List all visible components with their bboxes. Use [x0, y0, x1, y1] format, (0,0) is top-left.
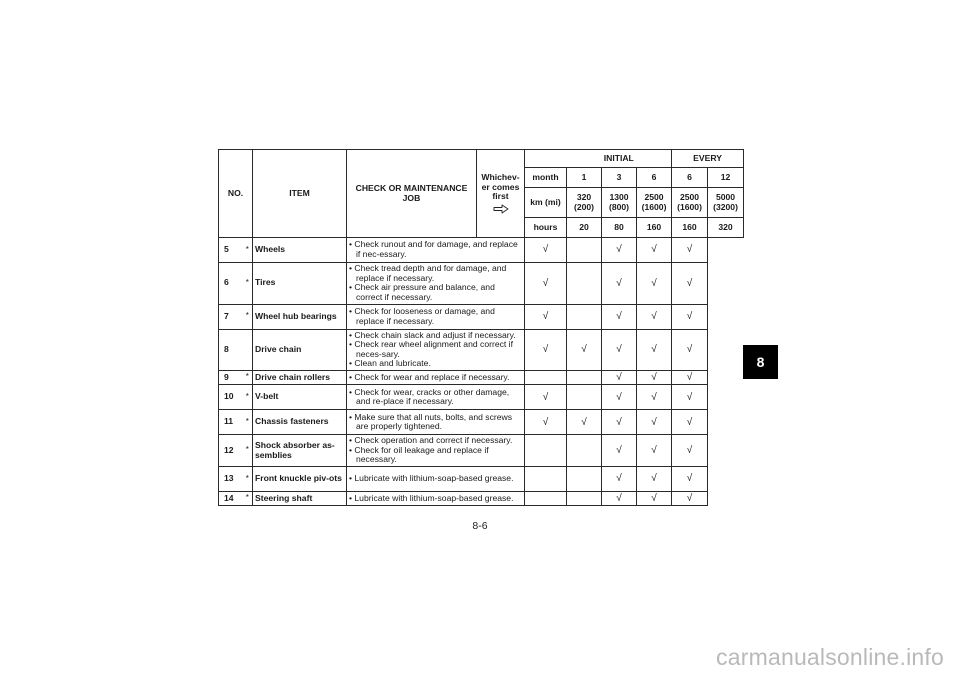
- page-number: 8-6: [472, 520, 488, 532]
- header-check-line1: CHECK OR MAINTENANCE: [355, 182, 468, 193]
- check-mark-3: √: [602, 371, 637, 385]
- check-mark-3: √: [602, 304, 637, 329]
- header-month-2: 3: [602, 168, 637, 188]
- mi-value: (200): [573, 201, 595, 212]
- row-item: Wheel hub bearings: [253, 304, 347, 329]
- km-value: 320: [576, 191, 592, 202]
- km-value: 2500: [644, 191, 664, 202]
- row-number: 5: [219, 238, 243, 263]
- check-line: • Lubricate with lithium-soap-based grease.: [349, 473, 514, 484]
- check-mark-2: [567, 385, 602, 410]
- check-mark-3: √: [602, 329, 637, 371]
- row-item: Front knuckle piv-ots: [253, 467, 347, 492]
- row-item: Tires: [253, 263, 347, 305]
- row-check: [347, 385, 525, 410]
- row-check: [347, 435, 525, 467]
- header-month-5: 12: [708, 168, 744, 188]
- check-mark-1: √: [525, 238, 567, 263]
- check-mark-1: [525, 467, 567, 492]
- row-number: 9: [219, 371, 243, 385]
- row-check: [347, 238, 525, 263]
- periodic-mark: *: [243, 238, 253, 263]
- check-mark-2: [567, 435, 602, 467]
- chapter-tab: 8: [743, 345, 778, 379]
- periodic-mark: [243, 329, 253, 371]
- header-hours-label: hours: [525, 218, 567, 238]
- header-km-label: km (mi): [525, 188, 567, 218]
- header-month-4: 6: [672, 168, 708, 188]
- header-no: NO.: [219, 150, 253, 238]
- check-mark-2: √: [567, 329, 602, 371]
- periodic-mark: *: [243, 435, 253, 467]
- periodic-mark: *: [243, 263, 253, 305]
- header-hours-1: 20: [567, 218, 602, 238]
- row-item: Chassis fasteners: [253, 410, 347, 435]
- table-row: [219, 263, 744, 305]
- km-value: 1300: [609, 191, 629, 202]
- row-check: [347, 410, 525, 435]
- check-mark-1: √: [525, 263, 567, 305]
- row-check: [347, 467, 525, 492]
- row-item: Shock absorber as-semblies: [253, 435, 347, 467]
- check-line: • Check for looseness or damage, and replace if necessary.: [349, 305, 495, 326]
- header-initial: INITIAL: [567, 150, 672, 168]
- check-mark-5: √: [672, 467, 708, 492]
- header-km-4: [672, 188, 708, 218]
- check-mark-1: √: [525, 410, 567, 435]
- check-mark-1: [525, 435, 567, 467]
- check-line: • Check for wear and replace if necessary.: [349, 371, 510, 382]
- check-mark-3: √: [602, 467, 637, 492]
- check-mark-2: [567, 263, 602, 305]
- table-row: [219, 410, 744, 435]
- row-number: 14: [219, 492, 243, 506]
- check-mark-3: √: [602, 435, 637, 467]
- periodic-mark: *: [243, 410, 253, 435]
- check-mark-5: √: [672, 435, 708, 467]
- header-hours-3: 160: [637, 218, 672, 238]
- header-month-1: 1: [567, 168, 602, 188]
- header-km-1: [567, 188, 602, 218]
- row-check: [347, 492, 525, 506]
- check-line: • Check for oil leakage and replace if necessary.: [349, 444, 489, 465]
- header-check: [347, 150, 477, 238]
- table-row: [219, 467, 744, 492]
- header-km-2: [602, 188, 637, 218]
- table-row: [219, 385, 744, 410]
- periodic-mark: *: [243, 492, 253, 506]
- header-month-3: 6: [637, 168, 672, 188]
- header-month-label: month: [525, 168, 567, 188]
- check-mark-4: √: [637, 410, 672, 435]
- check-mark-4: √: [637, 435, 672, 467]
- header-check-line2: JOB: [402, 192, 421, 203]
- table-row: [219, 492, 744, 506]
- arrow-right-icon: [493, 204, 509, 214]
- header-whichever-line2: er comes: [481, 181, 520, 192]
- check-line: • Check air pressure and balance, and correct if necessary.: [349, 282, 495, 302]
- row-item: Drive chain rollers: [253, 371, 347, 385]
- header-item: ITEM: [253, 150, 347, 238]
- table-row: [219, 304, 744, 329]
- km-value: 2500: [679, 191, 700, 202]
- check-mark-2: √: [567, 410, 602, 435]
- mi-value: (1600): [677, 201, 702, 212]
- header-km-3: [637, 188, 672, 218]
- table-row: [219, 329, 744, 371]
- check-mark-5: √: [672, 263, 708, 305]
- check-mark-5: √: [672, 385, 708, 410]
- row-item: Drive chain: [253, 329, 347, 371]
- check-mark-2: [567, 304, 602, 329]
- km-value: 5000: [715, 191, 736, 202]
- check-mark-5: √: [672, 304, 708, 329]
- row-number: 11: [219, 410, 243, 435]
- periodic-mark: *: [243, 385, 253, 410]
- watermark: carmanualsonline.info: [716, 644, 944, 670]
- header-hours-5: 320: [708, 218, 744, 238]
- mi-value: (1600): [641, 201, 667, 212]
- check-line: • Check chain slack and adjust if necessary.: [349, 329, 516, 340]
- row-item: Steering shaft: [253, 492, 347, 506]
- check-mark-1: √: [525, 304, 567, 329]
- check-mark-3: √: [602, 385, 637, 410]
- check-line: • Clean and lubricate.: [349, 358, 431, 369]
- check-mark-3: √: [602, 410, 637, 435]
- check-line: • Make sure that all nuts, bolts, and screws are properly tightened.: [349, 411, 513, 432]
- check-mark-2: [567, 492, 602, 506]
- check-mark-3: √: [602, 263, 637, 305]
- check-mark-1: √: [525, 329, 567, 371]
- header-every: EVERY: [672, 150, 744, 168]
- check-line: • Lubricate with lithium-soap-based grease.: [349, 492, 514, 503]
- periodic-mark: *: [243, 304, 253, 329]
- check-mark-5: √: [672, 329, 708, 371]
- row-check: [347, 329, 525, 371]
- periodic-mark: *: [243, 467, 253, 492]
- row-item: V-belt: [253, 385, 347, 410]
- row-number: 10: [219, 385, 243, 410]
- header-whichever-line3: first: [492, 191, 509, 202]
- check-mark-4: √: [637, 329, 672, 371]
- periodic-mark: *: [243, 371, 253, 385]
- check-mark-4: √: [637, 385, 672, 410]
- header-hours-2: 80: [602, 218, 637, 238]
- check-mark-1: [525, 371, 567, 385]
- check-mark-5: √: [672, 238, 708, 263]
- row-number: 13: [219, 467, 243, 492]
- mi-value: (800): [608, 201, 630, 212]
- check-mark-5: √: [672, 410, 708, 435]
- row-number: 8: [219, 329, 243, 371]
- header-km-5: [708, 188, 744, 218]
- check-mark-3: √: [602, 238, 637, 263]
- check-mark-4: √: [637, 304, 672, 329]
- row-check: [347, 263, 525, 305]
- check-line: • Check runout and for damage, and replace if nec-essary.: [349, 239, 518, 259]
- check-mark-5: √: [672, 371, 708, 385]
- check-mark-2: [567, 371, 602, 385]
- row-item: Wheels: [253, 238, 347, 263]
- check-mark-3: √: [602, 492, 637, 506]
- check-mark-2: [567, 238, 602, 263]
- check-mark-5: √: [672, 492, 708, 506]
- check-mark-1: [525, 492, 567, 506]
- check-mark-1: √: [525, 385, 567, 410]
- header-whichever-line1: Whichev-: [481, 172, 520, 183]
- row-number: 12: [219, 435, 243, 467]
- table-row: [219, 238, 744, 263]
- maintenance-table: [218, 149, 744, 506]
- check-line: • Check operation and correct if necessary.: [349, 435, 513, 446]
- check-mark-4: √: [637, 492, 672, 506]
- row-check: [347, 304, 525, 329]
- mi-value: (3200): [713, 201, 738, 212]
- check-mark-4: √: [637, 467, 672, 492]
- check-mark-4: √: [637, 263, 672, 305]
- check-mark-4: √: [637, 238, 672, 263]
- table-row: [219, 371, 744, 385]
- check-line: • Check tread depth and for damage, and replace if necessary.: [349, 263, 507, 283]
- check-mark-2: [567, 467, 602, 492]
- table-row: [219, 435, 744, 467]
- check-mark-4: √: [637, 371, 672, 385]
- header-hours-4: 160: [672, 218, 708, 238]
- row-number: 7: [219, 304, 243, 329]
- row-check: [347, 371, 525, 385]
- check-line: • Check rear wheel alignment and correct if neces-sary.: [349, 339, 513, 359]
- check-line: • Check for wear, cracks or other damage, and re-place if necessary.: [349, 386, 510, 407]
- row-number: 6: [219, 263, 243, 305]
- header-whichever: [477, 150, 525, 238]
